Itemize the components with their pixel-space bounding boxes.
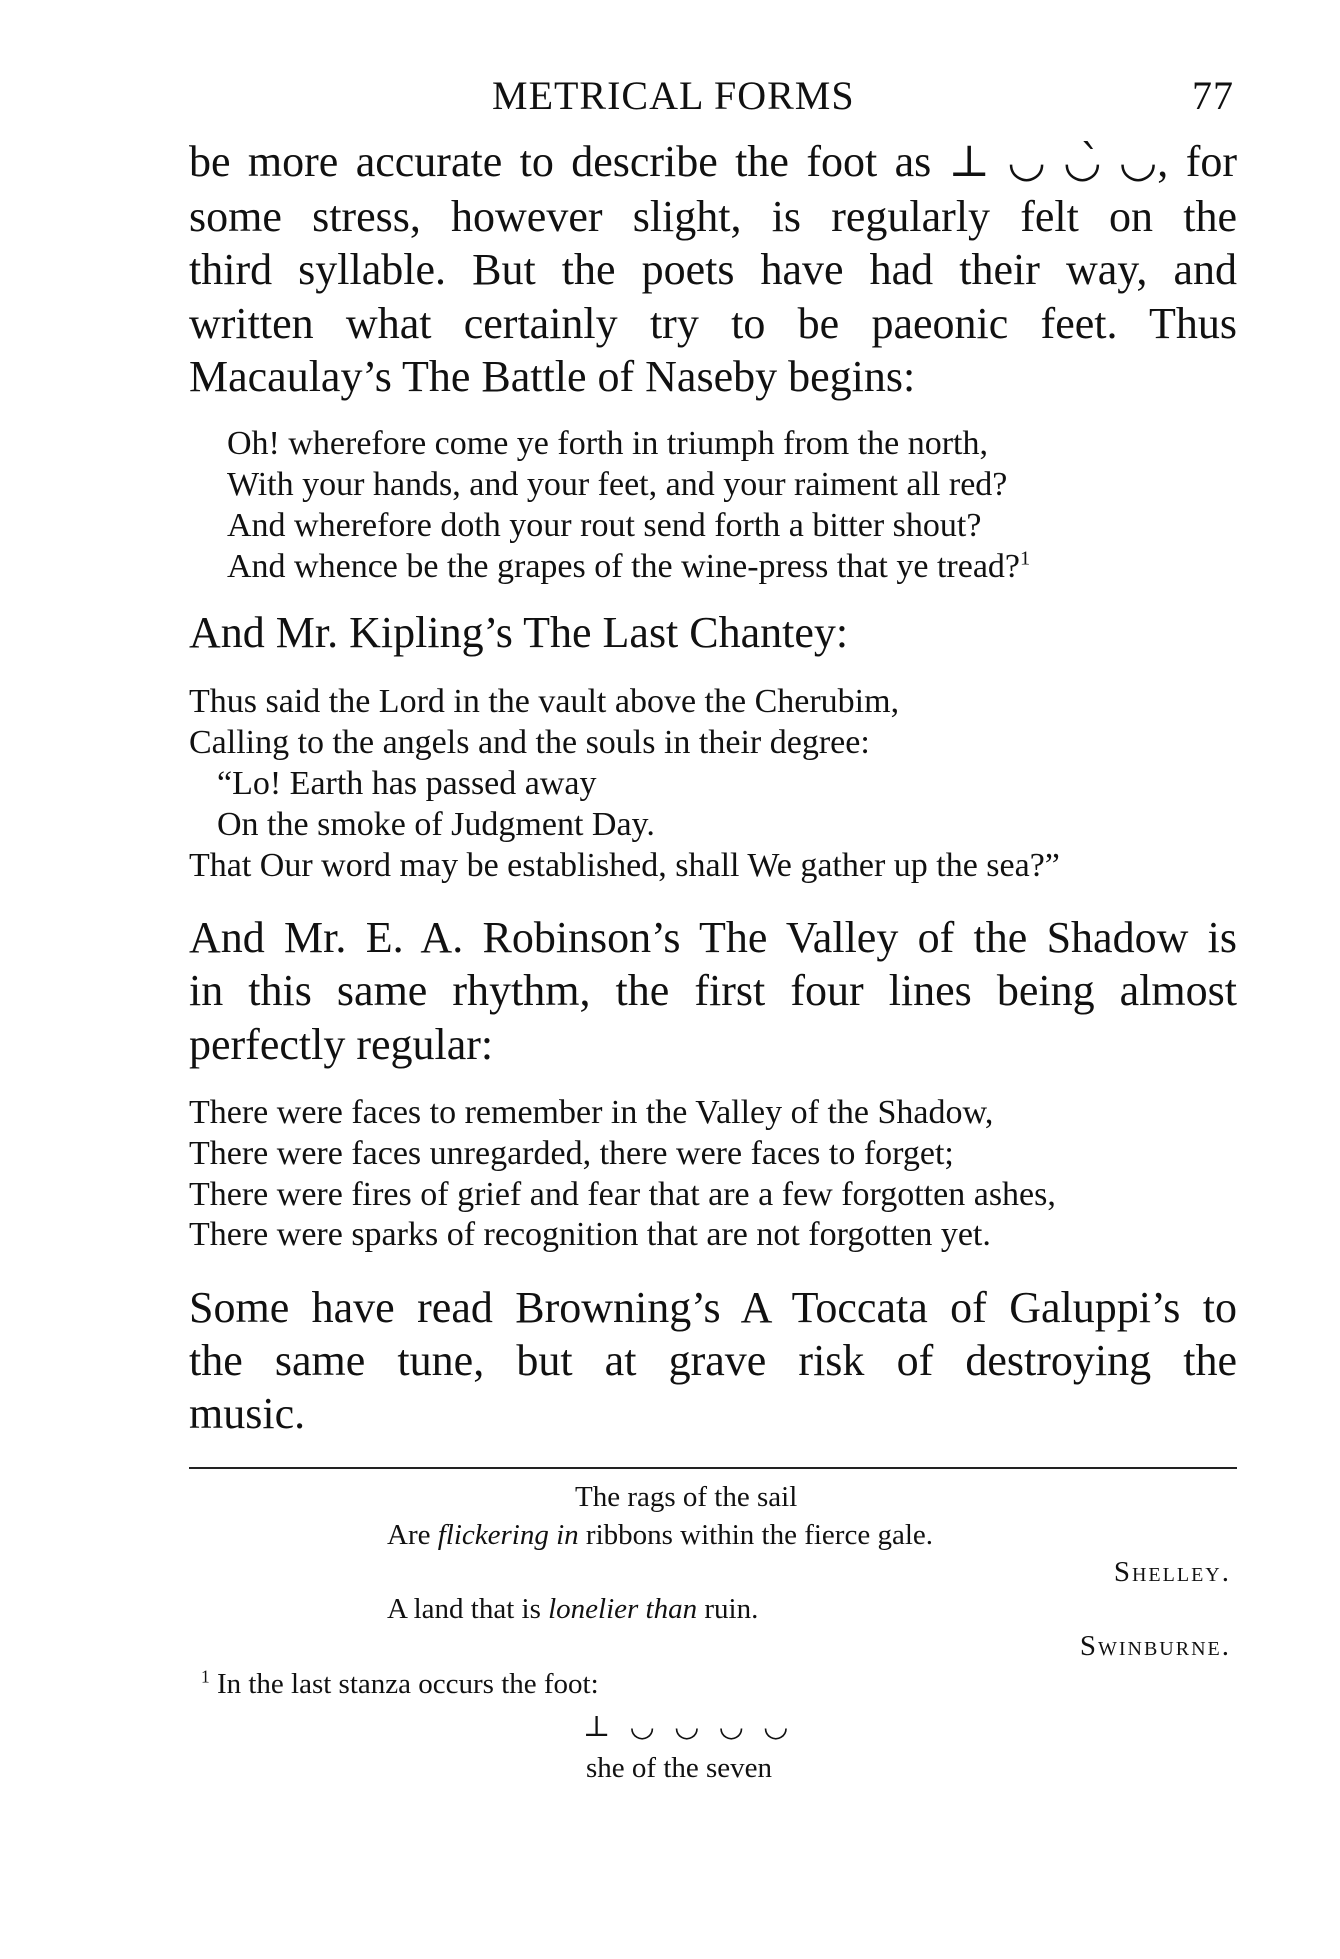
paragraph-line: some stress, however slight, is regularly felt on the <box>189 192 1237 241</box>
paragraph-line: the same tune, but at grave risk of destroying the <box>189 1336 1237 1385</box>
poem-line: “Lo! Earth has passed away <box>217 765 597 802</box>
paragraph-line: And Mr. Kipling’s The Last Chantey: <box>189 608 849 657</box>
footnote-text: In the last stanza occurs the foot: <box>209 1668 599 1700</box>
example-text: ruin. <box>697 1593 759 1625</box>
attribution: Shelley. <box>1113 1556 1231 1588</box>
footnote <box>201 1666 599 1700</box>
example-text: A land that is <box>387 1593 549 1625</box>
poem-line: That Our word may be established, shall We gather up the sea?” <box>189 847 1060 884</box>
paragraph-line: music. <box>189 1389 306 1438</box>
poem-line-text: And whence be the grapes of the wine-press that ye tread? <box>227 548 1021 585</box>
example-line <box>387 1595 758 1624</box>
poem-line: Oh! wherefore come ye forth in triumph from the north, <box>227 425 988 462</box>
example-emphasis: lonelier than <box>548 1593 698 1625</box>
running-title: METRICAL FORMS <box>492 73 855 118</box>
footnote-marker: 1 <box>201 1666 210 1687</box>
poem-line: Calling to the angels and the souls in their degree: <box>189 724 870 761</box>
example-line: The rags of the sail <box>575 1481 798 1513</box>
attribution: Swinburne. <box>1079 1630 1231 1662</box>
poem-line: On the smoke of Judgment Day. <box>217 806 655 843</box>
poem-line <box>227 547 1031 585</box>
poem-line: There were sparks of recognition that are not forgotten yet. <box>189 1216 991 1253</box>
example-text: ribbons within the fierce gale. <box>578 1519 934 1551</box>
poem-line: Thus said the Lord in the vault above the Cherubim, <box>189 683 900 720</box>
scansion-marks: ⊥ ◡ ◡ ◡ ◡ <box>583 1711 795 1743</box>
paragraph-line: Macaulay’s The Battle of Naseby begins: <box>189 352 916 401</box>
poem-line: And wherefore doth your rout send forth a bitter shout? <box>227 507 982 544</box>
scansion-words: she of the seven <box>586 1752 773 1784</box>
poem-line: There were faces unregarded, there were faces to forget; <box>189 1135 954 1172</box>
poem-line: There were faces to remember in the Valley of the Shadow, <box>189 1094 994 1131</box>
footnote-marker: 1 <box>1020 547 1031 570</box>
poem-line: With your hands, and your feet, and your raiment all red? <box>227 466 1008 503</box>
paragraph-line: And Mr. E. A. Robinson’s The Valley of the Shadow is <box>189 913 1237 962</box>
paragraph-line: Some have read Browning’s A Toccata of Galuppi’s to <box>189 1283 1237 1332</box>
footnote-divider <box>189 1467 1237 1469</box>
paragraph-line: in this same rhythm, the first four lines being almost <box>189 966 1237 1015</box>
page-number: 77 <box>1192 73 1234 118</box>
poem-line: There were fires of grief and fear that are a few forgotten ashes, <box>189 1176 1056 1213</box>
example-line <box>387 1521 933 1550</box>
paragraph-line: perfectly regular: <box>189 1020 494 1069</box>
paragraph-line: written what certainly try to be paeonic feet. Thus <box>189 299 1237 348</box>
example-emphasis: flickering in <box>437 1519 579 1551</box>
paragraph-line: third syllable. But the poets have had their way, and <box>189 245 1237 294</box>
example-text: Are <box>387 1519 438 1551</box>
paragraph-line: be more accurate to describe the foot as ⊥ ◡ ◡̀ ◡, for <box>189 137 1237 186</box>
